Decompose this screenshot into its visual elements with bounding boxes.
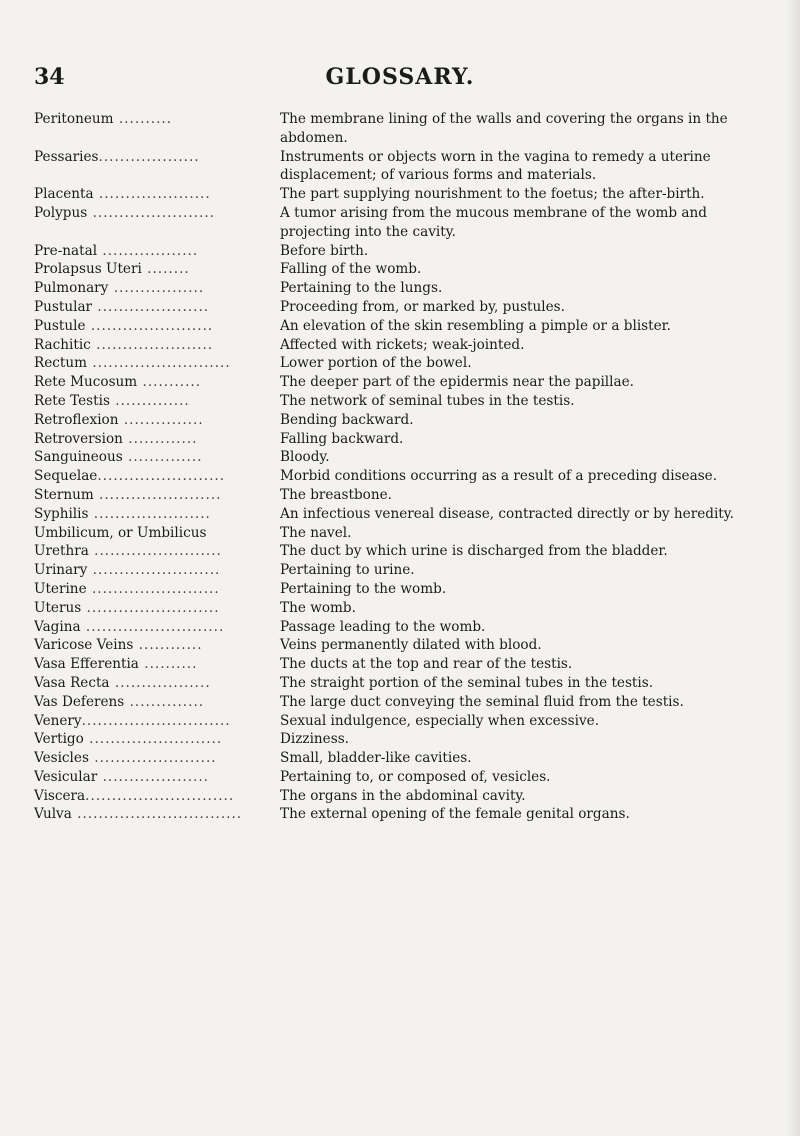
glossary-term-text: Rectum <box>34 355 88 372</box>
glossary-term <box>34 279 280 298</box>
glossary-term <box>34 505 280 524</box>
glossary-term <box>34 448 280 467</box>
dot-leader: .............. <box>122 449 203 466</box>
glossary-entry <box>34 110 764 148</box>
glossary-definition: Pertaining to the womb. <box>280 580 447 597</box>
glossary-entry <box>34 467 764 486</box>
dot-leader: ........................ <box>87 562 221 579</box>
glossary-definition: Pertaining to the lungs. <box>280 280 443 297</box>
dot-leader: .............. <box>124 693 205 710</box>
glossary-entry <box>34 655 764 674</box>
dot-leader: ........................ <box>86 580 220 597</box>
dot-leader: ............................ <box>85 787 235 804</box>
glossary-entry <box>34 805 764 824</box>
glossary-definition: The network of seminal tubes in the testis. <box>280 392 575 409</box>
glossary-definition: Before birth. <box>280 242 369 259</box>
dot-leader: .......................... <box>87 355 231 372</box>
dot-leader: .................... <box>97 768 210 785</box>
glossary-definition: Small, bladder-like cavities. <box>280 750 472 767</box>
glossary-term-text: Urinary <box>34 562 88 579</box>
glossary-definition: The external opening of the female genital organs. <box>280 806 630 823</box>
page-edge-shadow <box>786 0 800 1136</box>
glossary-definition: The duct by which urine is discharged from the bladder. <box>280 543 668 560</box>
glossary-term <box>34 768 280 787</box>
glossary-term-text: Retroversion <box>34 430 123 447</box>
glossary-definition: The ducts at the top and rear of the testis. <box>280 656 573 673</box>
glossary-term <box>34 674 280 693</box>
glossary-entry <box>34 505 764 524</box>
glossary-entry <box>34 392 764 411</box>
glossary-entry <box>34 542 764 561</box>
glossary-definition: Affected with rickets; weak-jointed. <box>280 336 525 353</box>
dot-leader: ............. <box>122 430 198 447</box>
dot-leader: .......................... <box>80 618 225 635</box>
glossary-term <box>34 204 280 223</box>
glossary-entry <box>34 486 764 505</box>
dot-leader: ......................... <box>83 731 223 748</box>
glossary-definition: Falling backward. <box>280 430 404 447</box>
glossary-term <box>34 749 280 768</box>
glossary-definition: An elevation of the skin resembling a pimple or a blister. <box>280 317 671 334</box>
glossary-term-text: Prolapsus Uteri <box>34 261 142 278</box>
glossary-term-text: Venery <box>34 712 82 729</box>
glossary-term <box>34 524 280 543</box>
glossary-term-text: Uterus <box>34 599 82 616</box>
glossary-entry <box>34 204 764 242</box>
glossary-term-text: Peritoneum <box>34 111 114 127</box>
glossary-term-text: Pustule <box>34 317 86 334</box>
glossary-term <box>34 693 280 712</box>
glossary-entry <box>34 373 764 392</box>
glossary-term <box>34 580 280 599</box>
glossary-term <box>34 411 280 430</box>
glossary-definition: The membrane lining of the walls and covering the organs in the abdomen. <box>280 111 728 146</box>
dot-leader: ..................... <box>92 298 210 315</box>
glossary-term-text: Retroflexion <box>34 411 119 428</box>
glossary-term <box>34 486 280 505</box>
glossary-entry <box>34 336 764 355</box>
glossary-definition: The womb. <box>280 599 356 616</box>
glossary-entry <box>34 448 764 467</box>
dot-leader: .................. <box>109 674 211 691</box>
glossary-term <box>34 636 280 655</box>
dot-leader: .......... <box>113 111 173 127</box>
dot-leader: ...................... <box>88 505 211 522</box>
glossary-entry <box>34 730 764 749</box>
dot-leader: .......... <box>138 656 198 673</box>
glossary-entry <box>34 749 764 768</box>
glossary-term-text: Polypus <box>34 204 88 221</box>
glossary-definition: Bending backward. <box>280 411 414 428</box>
glossary-term-text: Pessaries <box>34 148 99 165</box>
glossary-definition: The organs in the abdominal cavity. <box>280 787 526 804</box>
glossary-entry <box>34 768 764 787</box>
glossary-definition: Veins permanently dilated with blood. <box>280 637 542 654</box>
dot-leader: ......................... <box>81 599 220 616</box>
glossary-definition: The straight portion of the seminal tubes in the testis. <box>280 674 654 691</box>
glossary-term-text: Vasa Recta <box>34 674 110 691</box>
glossary-definition: Instruments or objects worn in the vagina to remedy a uterine displacement; of various forms and materials. <box>280 148 711 184</box>
glossary-term-text: Vesicles <box>34 750 89 767</box>
glossary-definition: Proceeding from, or marked by, pustules. <box>280 298 565 315</box>
glossary-entry <box>34 580 764 599</box>
glossary-entry <box>34 712 764 731</box>
glossary-term-text: Rachitic <box>34 336 91 353</box>
dot-leader: ........ <box>141 261 190 278</box>
dot-leader: ....................... <box>93 486 222 503</box>
glossary-term-text: Placenta <box>34 186 94 203</box>
glossary-term <box>34 730 280 749</box>
glossary-entry <box>34 411 764 430</box>
glossary-definition: A tumor arising from the mucous membrane of the womb and projecting into the cavity. <box>280 204 707 240</box>
dot-leader: ..................... <box>93 186 211 203</box>
glossary-term-text: Sequelae <box>34 468 98 485</box>
glossary-term-text: Rete Mucosum <box>34 374 138 391</box>
glossary-term <box>34 599 280 618</box>
glossary-definition: An infectious venereal disease, contracted directly or by heredity. <box>280 505 734 522</box>
dot-leader: ............ <box>133 637 203 654</box>
glossary-term-text: Vesicular <box>34 768 98 785</box>
glossary-term <box>34 561 280 580</box>
glossary-term <box>34 298 280 317</box>
glossary-term <box>34 260 280 279</box>
dot-leader: ....................... <box>85 317 214 334</box>
glossary-entry <box>34 242 764 261</box>
glossary-term <box>34 712 280 731</box>
glossary-term-text: Uterine <box>34 580 87 597</box>
glossary-definition: Morbid conditions occurring as a result of a preceding disease. <box>280 468 718 485</box>
glossary-term <box>34 336 280 355</box>
glossary-term-text: Vertigo <box>34 731 84 748</box>
glossary-entry <box>34 317 764 336</box>
glossary-entry <box>34 260 764 279</box>
glossary-entry <box>34 674 764 693</box>
glossary-term <box>34 430 280 449</box>
glossary-definition: Passage leading to the womb. <box>280 618 486 635</box>
glossary-term-text: Vasa Efferentia <box>34 656 139 673</box>
glossary-entry <box>34 279 764 298</box>
glossary-entry <box>34 298 764 317</box>
glossary-definition: The part supplying nourishment to the foetus; the after-birth. <box>280 186 705 203</box>
glossary-list <box>34 110 764 824</box>
dot-leader: ................. <box>108 280 205 297</box>
glossary-term-text: Sternum <box>34 486 94 503</box>
glossary-definition: Pertaining to, or composed of, vesicles. <box>280 768 551 785</box>
glossary-term <box>34 392 280 411</box>
glossary-term-text: Umbilicum, or Umbilicus <box>34 524 207 541</box>
glossary-entry <box>34 185 764 204</box>
dot-leader: ................... <box>98 148 200 165</box>
glossary-definition: The breastbone. <box>280 486 392 503</box>
glossary-entry <box>34 430 764 449</box>
glossary-term <box>34 242 280 261</box>
glossary-definition: Lower portion of the bowel. <box>280 355 472 372</box>
glossary-term <box>34 542 280 561</box>
glossary-term-text: Rete Testis <box>34 392 110 409</box>
glossary-entry <box>34 618 764 637</box>
dot-leader: .................. <box>97 242 199 259</box>
glossary-definition: Bloody. <box>280 449 330 466</box>
glossary-term-text: Vagina <box>34 618 81 635</box>
glossary-term-text: Pustular <box>34 298 93 315</box>
glossary-term <box>34 317 280 336</box>
glossary-entry <box>34 787 764 806</box>
glossary-term <box>34 110 280 129</box>
glossary-term <box>34 354 280 373</box>
dot-leader: ........................ <box>88 543 222 560</box>
dot-leader: ........... <box>137 374 202 391</box>
page-number: 34 <box>34 64 65 90</box>
glossary-term <box>34 467 280 486</box>
dot-leader: ............... <box>118 411 204 428</box>
glossary-term <box>34 373 280 392</box>
glossary-entry <box>34 561 764 580</box>
glossary-definition: Falling of the womb. <box>280 261 422 278</box>
glossary-term-text: Sanguineous <box>34 449 123 466</box>
glossary-term <box>34 618 280 637</box>
glossary-entry <box>34 599 764 618</box>
glossary-term-text: Varicose Veins <box>34 637 134 654</box>
glossary-term <box>34 655 280 674</box>
page-title: GLOSSARY. <box>325 64 475 90</box>
dot-leader: ........................ <box>97 468 226 485</box>
glossary-term <box>34 148 280 167</box>
glossary-term <box>34 787 280 806</box>
glossary-definition: Dizziness. <box>280 731 349 748</box>
glossary-term <box>34 185 280 204</box>
glossary-term-text: Vas Deferens <box>34 693 125 710</box>
glossary-entry <box>34 524 764 543</box>
glossary-term-text: Syphilis <box>34 505 89 522</box>
dot-leader: ....................... <box>87 204 215 221</box>
glossary-term-text: Pulmonary <box>34 280 109 297</box>
glossary-term-text: Urethra <box>34 543 89 560</box>
glossary-entry <box>34 636 764 655</box>
glossary-definition: Pertaining to urine. <box>280 562 415 579</box>
glossary-definition: The large duct conveying the seminal fluid from the testis. <box>280 693 684 710</box>
glossary-term <box>34 805 280 824</box>
glossary-definition: The navel. <box>280 524 352 541</box>
dot-leader: ...................... <box>90 336 214 353</box>
dot-leader: .............. <box>109 392 190 409</box>
glossary-term-text: Viscera <box>34 787 86 804</box>
glossary-definition: The deeper part of the epidermis near the papillae. <box>280 374 634 391</box>
dot-leader: ............................... <box>71 806 243 823</box>
glossary-term-text: Vulva <box>34 806 72 823</box>
glossary-entry <box>34 693 764 712</box>
dot-leader: ............................ <box>81 712 231 729</box>
glossary-entry <box>34 354 764 373</box>
glossary-term-text: Pre-natal <box>34 242 98 259</box>
dot-leader: ....................... <box>88 750 217 767</box>
glossary-entry <box>34 148 764 186</box>
glossary-definition: Sexual indulgence, especially when excessive. <box>280 712 600 729</box>
